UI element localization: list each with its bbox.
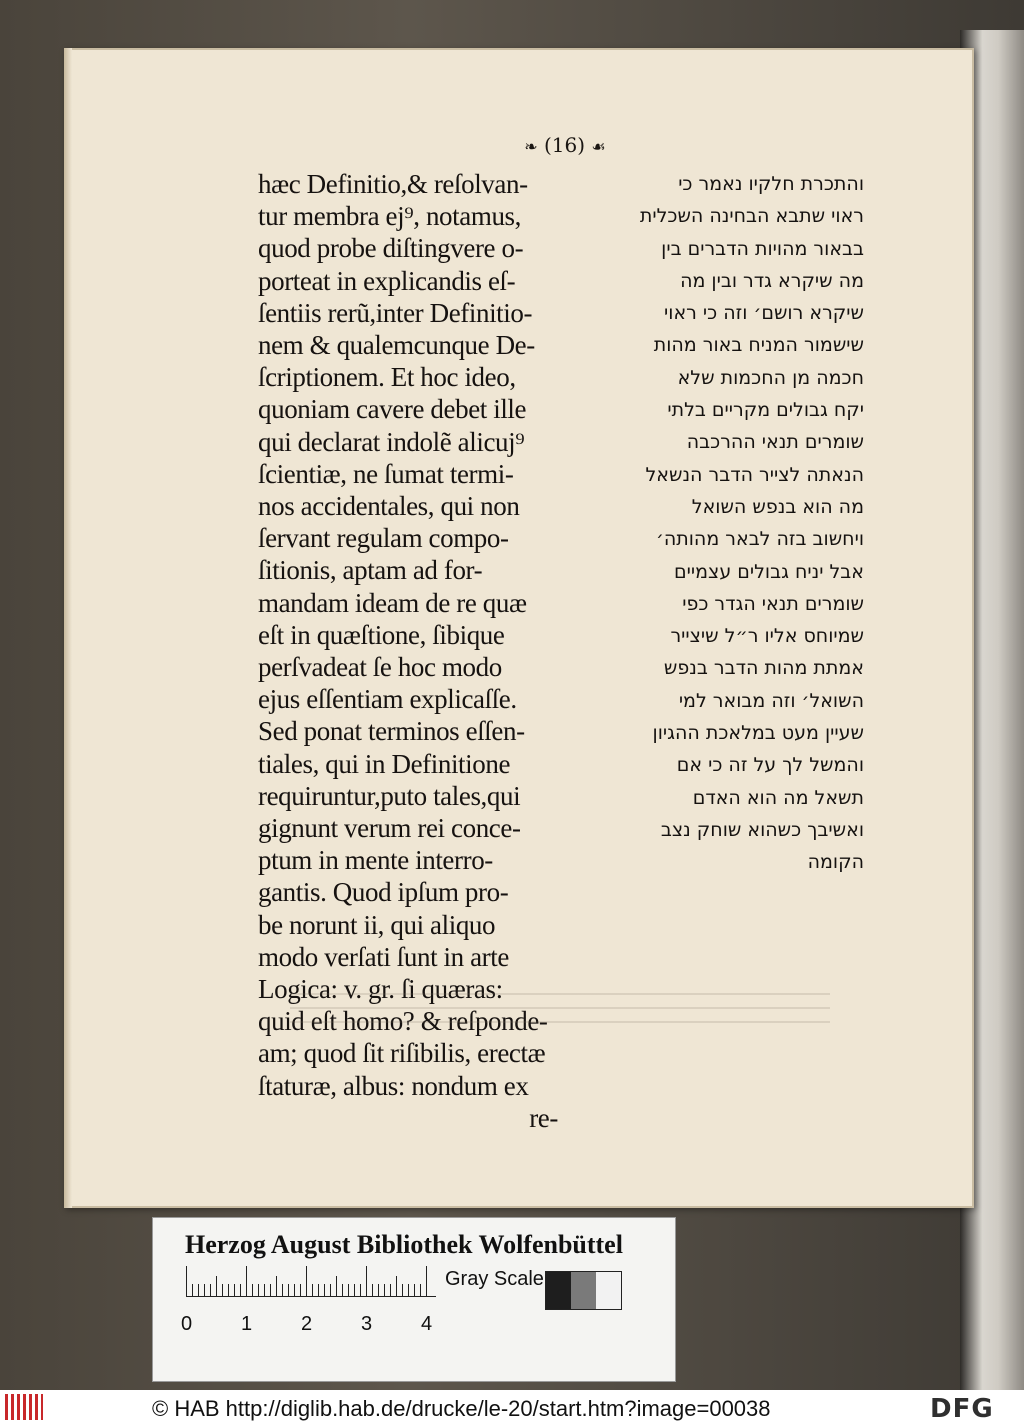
ruler-tick	[216, 1276, 217, 1296]
show-through-text	[290, 985, 830, 1035]
gray-scale-label: Gray Scale	[445, 1268, 544, 1290]
ruler-icon	[186, 1264, 436, 1297]
footer-bar	[0, 1390, 1024, 1427]
hebrew-line: אבל יניח גבולים עצמיים	[674, 560, 864, 583]
latin-line: be norunt ii, qui aliquo	[258, 909, 496, 940]
ruler-tick	[276, 1276, 277, 1296]
dfg-logo: DFG	[930, 1394, 994, 1424]
latin-line: ſervant regulam compo-	[258, 523, 509, 554]
ruler-tick	[300, 1284, 301, 1296]
latin-line: Logica: v. gr. ſi quæras:	[258, 974, 503, 1005]
ruler-tick	[330, 1284, 331, 1296]
hebrew-line: והמשל לך על זה כי אם	[676, 754, 864, 777]
latin-line: hæc Definitio,& reſolvan-	[258, 169, 528, 199]
ruler-tick	[408, 1284, 409, 1296]
hebrew-line: שיקרא רושם׳ וזה כי ראוי	[664, 302, 864, 325]
hebrew-line: שישמור המניח באור מהות	[653, 334, 864, 357]
latin-line: quid eſt homo? & reſponde-	[258, 1006, 548, 1037]
hebrew-line: והתכרת חלקיו נאמר כי	[678, 173, 864, 195]
ruler-tick	[354, 1284, 355, 1296]
hebrew-column	[566, 168, 864, 879]
ruler-tick	[228, 1284, 229, 1296]
hebrew-line: מה הוא בנפש השואל	[691, 495, 864, 518]
ruler-tick	[270, 1284, 271, 1296]
ruler-tick	[246, 1266, 247, 1296]
latin-line: porteat in explicandis eſ-	[258, 265, 516, 296]
page-header	[505, 133, 625, 157]
latin-line: nem & qualemcunque De-	[258, 330, 535, 361]
page-number: (16)	[544, 133, 586, 157]
hebrew-line: שעיין מעט במלאכת ההגיון	[652, 722, 864, 745]
gray-scale-swatch	[545, 1271, 622, 1310]
ruler-tick	[234, 1284, 235, 1296]
hebrew-line: יקח גבולים מקריים בלתי	[667, 399, 864, 422]
latin-line: ptum in mente interro-	[258, 845, 493, 876]
ruler-tick	[294, 1284, 295, 1296]
hebrew-line: שמיוחס אליו ר״ל שיצייר	[670, 625, 864, 648]
hebrew-line: הנאתה לצייר הדבר הנשאל	[645, 463, 864, 486]
ruler-tick	[210, 1284, 211, 1296]
latin-line: ſcientiæ, ne ſumat termi-	[258, 458, 514, 489]
hebrew-line: ואשיבך כשהוא שוחק נצב	[660, 818, 864, 841]
ruler-tick	[366, 1266, 367, 1296]
latin-line: requiruntur,puto tales,qui	[258, 780, 521, 811]
ruler-tick	[258, 1284, 259, 1296]
ornament-left-icon: ❧	[524, 137, 538, 156]
latin-line: perſvadeat ſe hoc modo	[258, 652, 502, 683]
ruler-tick	[306, 1266, 307, 1296]
hebrew-line: שומרים תנאי ההרכבה	[686, 431, 864, 454]
ruler-tick	[282, 1284, 283, 1296]
latin-line: nos accidentales, qui non	[258, 491, 520, 522]
ruler-tick	[402, 1284, 403, 1296]
hebrew-line: תשאל מה הוא האדם	[692, 786, 864, 809]
hebrew-line: חכמה מן החכמות שלא	[677, 366, 864, 389]
latin-line: gantis. Quod ipſum pro-	[258, 877, 509, 908]
gray-swatch	[596, 1272, 621, 1309]
hebrew-line: מה שיקרא גדר ובין מה	[680, 269, 864, 292]
ruler-number: 4	[421, 1313, 433, 1335]
ruler-tick	[348, 1284, 349, 1296]
ruler-tick	[336, 1276, 337, 1296]
ruler-tick	[384, 1284, 385, 1296]
latin-line: quod probe diſtingvere o-	[258, 233, 524, 264]
latin-line: Sed ponat terminos eſſen-	[258, 716, 525, 747]
latin-line: ſtaturæ, albus: nondum ex	[258, 1070, 529, 1101]
gray-swatch	[571, 1272, 596, 1309]
ruler-number: 0	[181, 1313, 193, 1335]
latin-line: eſt in quæſtione, ſibique	[258, 619, 505, 650]
ruler-tick	[342, 1284, 343, 1296]
ruler-tick	[264, 1284, 265, 1296]
ruler-tick	[390, 1284, 391, 1296]
ruler-tick	[426, 1266, 427, 1296]
ruler-tick	[198, 1284, 199, 1296]
hebrew-line: ראוי שתבא הבחינה השכלית	[639, 205, 864, 228]
ruler-tick	[378, 1284, 379, 1296]
ruler-tick	[252, 1284, 253, 1296]
ruler-tick	[318, 1284, 319, 1296]
ruler-number: 3	[361, 1313, 373, 1335]
ruler-tick	[222, 1284, 223, 1296]
library-name: Herzog August Bibliothek Wolfenbüttel	[185, 1230, 623, 1259]
ruler-tick	[396, 1276, 397, 1296]
library-label-card	[152, 1217, 676, 1382]
ruler-tick	[414, 1284, 415, 1296]
hebrew-line: השואל׳ וזה מבואר למי	[678, 689, 864, 712]
hebrew-line: שומרים תנאי הגדר כפי	[682, 592, 864, 615]
latin-line: ſcriptionem. Et hoc ideo,	[258, 362, 516, 393]
hebrew-line: ויחשוב בזה לבאר מהותה׳	[655, 528, 864, 551]
ruler-tick	[372, 1284, 373, 1296]
ruler-tick	[288, 1284, 289, 1296]
hebrew-line: אמתת מהות הדבר בנפש	[663, 657, 864, 680]
latin-line: tur membra ej⁹, notamus,	[258, 201, 521, 232]
ruler-tick	[192, 1284, 193, 1296]
latin-line: qui declarat indolẽ alicuj⁹	[258, 426, 525, 457]
ruler-tick	[312, 1284, 313, 1296]
latin-line: gignunt verum rei conce-	[258, 813, 521, 844]
ruler-tick	[186, 1266, 187, 1296]
ruler-tick	[240, 1284, 241, 1296]
ruler-number: 2	[301, 1313, 313, 1335]
ornament-right-icon: ☙	[591, 137, 606, 156]
ruler-tick	[420, 1284, 421, 1296]
latin-line: tiales, qui in Definitione	[258, 748, 511, 779]
latin-line: quoniam cavere debet ille	[258, 394, 527, 425]
footer-credit: © HAB http://diglib.hab.de/drucke/le-20/start.htm?image=00038	[152, 1396, 771, 1421]
latin-line: ſitionis, aptam ad for-	[258, 555, 483, 586]
gray-swatch	[546, 1272, 571, 1309]
hebrew-line: בבאור מהויות הדברים בין	[661, 237, 864, 260]
ruler-tick	[324, 1284, 325, 1296]
library-icon	[5, 1394, 43, 1420]
ruler-number: 1	[241, 1313, 253, 1335]
ruler-tick	[360, 1284, 361, 1296]
latin-line: re-	[529, 1102, 558, 1133]
latin-line: ſentiis rerũ,inter Definitio-	[258, 297, 533, 328]
latin-line: modo verſati ſunt in arte	[258, 941, 509, 972]
latin-line: am; quod ſit riſibilis, erectæ	[258, 1038, 546, 1069]
latin-line: ejus eſſentiam explicaſſe.	[258, 684, 517, 715]
ruler-tick	[204, 1284, 205, 1296]
latin-line: mandam ideam de re quæ	[258, 587, 527, 618]
hebrew-line: הקומה	[807, 851, 864, 874]
